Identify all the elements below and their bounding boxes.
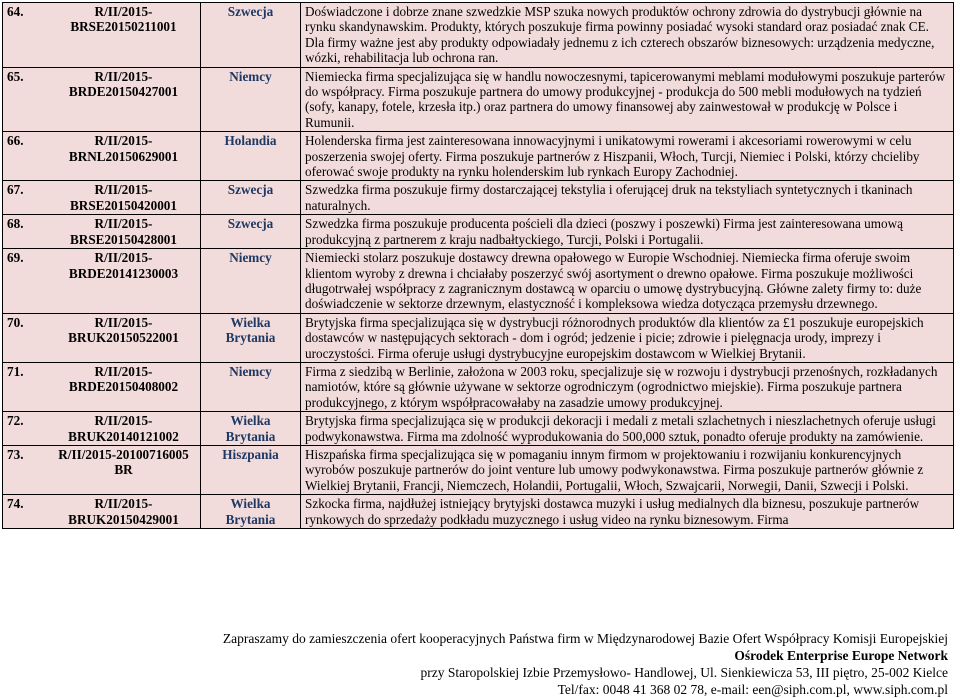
table-row (3, 181, 954, 215)
offer-number: 70. (7, 314, 24, 330)
offer-country: Holandia (201, 132, 301, 181)
offer-number: 64. (7, 4, 24, 19)
footer (0, 630, 948, 698)
offers-table-body (3, 3, 954, 529)
offer-reference: R/II/2015-BRDE20141230003 (68, 250, 179, 281)
offer-number: 69. (7, 250, 24, 266)
offer-description: Firma z siedzibą w Berlinie, założona w 2003 roku, specjalizuje się w rozwoju i dystrybucji przenośnych, rozkładanych namiotów, które są głównie używane w sektorze ogrodniczym (ogrodnictwo miejskie). Firma poszukuje partnera produkcyjnego, z którym współpracowałaby na zasadzie umowy produkcyjnej. (301, 362, 954, 411)
footer-contact: Tel/fax: 0048 41 368 02 78, e-mail: een@siph.com.pl, www.siph.com.pl (557, 682, 948, 697)
offer-description: Holenderska firma jest zainteresowana innowacyjnymi i unikatowymi rowerami i akcesoriami rowerowymi w celu poszerzenia swojej oferty. Firma poszukuje partnerów z Hiszpanii, Włoch, Turcji, Niemiec i Polski, którzy chcieliby oferować swoje produkty na rynku holenderskim lub rynkach Europy Zachodniej. (301, 132, 954, 181)
offer-id-cell (3, 445, 201, 494)
table-row (3, 132, 954, 181)
offer-number: 68. (7, 216, 24, 232)
offer-id-cell (3, 132, 201, 181)
offer-reference: R/II/2015-BRNL20150629001 (68, 133, 179, 164)
offer-reference: R/II/2015-BRUK20150429001 (68, 496, 179, 527)
offer-description: Szkocka firma, najdłużej istniejący brytyjski dostawca muzyki i usług medialnych dla biznesu, poszukuje partnerów rynkowych do sprzedaży podkładu muzycznego i usług video na rynku biznesowym. Firma (301, 495, 954, 529)
offer-country: Szwecja (201, 3, 301, 68)
offer-description: Brytyjska firma specjalizująca się w produkcji dekoracji i medali z metali szlachetnych i nieszlachetnych oferuje usługi podwykonawstwa. Firma ma zdolność wyprodukowania do 500,000 sztuk, ponadto oferuje produkty na zamówienie. (301, 412, 954, 446)
offer-reference: R/II/2015-BRSE20150211001 (70, 4, 177, 35)
table-row (3, 249, 954, 314)
offer-reference: R/II/2015-BRDE20150408002 (68, 363, 179, 395)
table-row (3, 3, 954, 68)
offer-number: 71. (7, 363, 24, 379)
footer-invitation: Zapraszamy do zamieszczenia ofert kooperacyjnych Państwa firm w Międzynarodowej Bazie Ofert Współpracy Komisji Europejskiej (222, 631, 948, 646)
offer-number: 66. (7, 133, 24, 149)
offer-reference: R/II/2015-BRSE20150420001 (70, 182, 177, 213)
offer-country: Wielka Brytania (201, 412, 301, 446)
footer-organization: Ośrodek Enterprise Europe Network (734, 648, 948, 663)
offer-id-cell (3, 249, 201, 314)
table-row (3, 215, 954, 249)
table-row (3, 67, 954, 132)
offer-country: Niemcy (201, 362, 301, 411)
offer-country: Szwecja (201, 181, 301, 215)
table-row (3, 495, 954, 529)
offer-number: 65. (7, 68, 24, 84)
offer-id-cell (3, 215, 201, 249)
offer-country: Niemcy (201, 249, 301, 314)
offer-description: Hiszpańska firma specjalizująca się w pomaganiu innym firmom w projektowaniu i rozwijaniu konkurencyjnych wyrobów poszukuje partnerów do joint venture lub umowy podwykonawstwa. Firma poszukuje partnerów głównie z Wielkiej Brytanii, Francji, Niemczech, Holandii, Portugalii, Włoch, Szwajcarii, Norwegii, Danii, Szwecji i Polski. (301, 445, 954, 494)
offer-country: Wielka Brytania (201, 495, 301, 529)
offer-id-cell (3, 3, 201, 68)
offer-description: Doświadczone i dobrze znane szwedzkie MSP szuka nowych produktów ochrony zdrowia do dystrybucji głównie na rynku skandynawskim. Produkty, których poszukuje firma powinny posiadać wysoki standard oraz posiadać znak CE. Dla firmy ważne jest aby produkty odpowiadały jednemu z ich czterech obszarów biznesowych: urządzenia medyczne, wózki, rehabilitacja lub ochrona ran. (301, 3, 954, 68)
offer-number: 72. (7, 413, 24, 429)
offer-description: Niemiecki stolarz poszukuje dostawcy drewna opałowego w Europie Wschodniej. Niemiecka firma oferuje swoim klientom wyroby z drewna i chciałaby poszerzyć swój asortyment o drewno opałowe. Firma poszukuje możliwości długotrwałej współpracy z zagranicznym dostawcą w oparciu o umowę dystrybucyjną. Główne zalety firmy to: duże doświadczenie w sektorze drzewnym, elastyczność i kompleksowa wiedza dotycząca przemysłu drzewnego. (301, 249, 954, 314)
offer-description: Niemiecka firma specjalizująca się w handlu nowoczesnymi, tapicerowanymi meblami modułowymi poszukuje parterów do współpracy. Firma poszukuje partnera do umowy produkcyjnej - produkcja do 500 mebli modułowych na tydzień (sofy, kanapy, fotele, krzesła itp.) oraz partnera do umowy finansowej aby zainwestował w produkcję w Polsce i Rumunii. (301, 67, 954, 132)
table-row (3, 313, 954, 362)
offer-id-cell (3, 67, 201, 132)
offer-id-cell (3, 313, 201, 362)
offer-number: 74. (7, 496, 24, 512)
footer-address: przy Staropolskiej Izbie Przemysłowo- Handlowej, Ul. Sienkiewicza 53, III piętro, 25-002 Kielce (420, 665, 948, 680)
offer-id-cell (3, 412, 201, 446)
offer-country: Szwecja (201, 215, 301, 249)
offer-number: 73. (7, 446, 24, 462)
offer-description: Szwedzka firma poszukuje producenta pościeli dla dzieci (poszwy i poszewki) Firma jest zainteresowana umową produkcyjną z partnerem z kraju nadbałtyckiego, Turcji, Polski i Portugalii. (301, 215, 954, 249)
offer-reference: R/II/2015-BRUK20150522001 (68, 314, 179, 346)
offer-id-cell (3, 181, 201, 215)
offer-number: 67. (7, 182, 24, 198)
offer-reference: R/II/2015-BRDE20150427001 (68, 68, 179, 100)
offer-description: Szwedzka firma poszukuje firmy dostarczającej tekstylia i oferującej druk na tekstyliach syntetycznych i tkaninach naturalnych. (301, 181, 954, 215)
table-row (3, 445, 954, 494)
table-row (3, 412, 954, 446)
offer-id-cell (3, 495, 201, 529)
offer-country: Wielka Brytania (201, 313, 301, 362)
offer-id-cell (3, 362, 201, 411)
table-row (3, 362, 954, 411)
offer-reference: R/II/2015-BRSE20150428001 (70, 216, 177, 247)
offer-reference: R/II/2015-20100716005 BR (58, 446, 189, 478)
offer-country: Niemcy (201, 67, 301, 132)
offer-reference: R/II/2015-BRUK20140121002 (68, 413, 179, 444)
offer-description: Brytyjska firma specjalizująca się w dystrybucji różnorodnych produktów dla klientów za £1 poszukuje europejskich dostawców w następujących sektorach - dom i ogród; jedzenie i picie; zdrowie i pielęgnacja urody, imprezy i uroczystości. Firma oferuje usługi dystrybucyjne europejskim dostawcom w Wielkiej Brytanii. (301, 313, 954, 362)
offers-table (2, 2, 954, 529)
offer-country: Hiszpania (201, 445, 301, 494)
